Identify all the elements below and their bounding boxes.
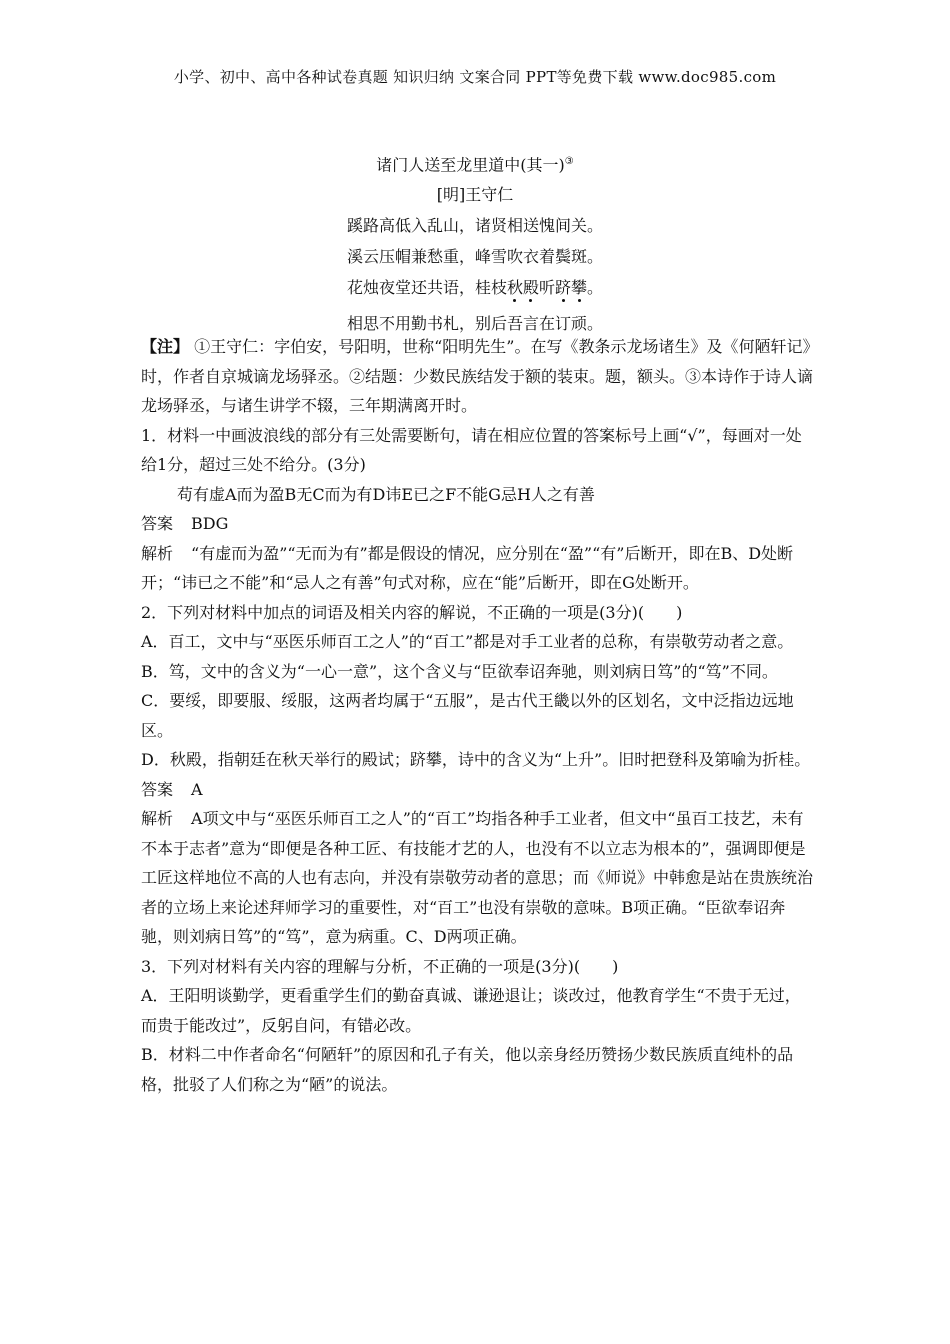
- q1-stem: 1．材料一中画波浪线的部分有三处需要断句，请在相应位置的答案标号上画“√”，每画对一处给1分，超过三处不给分。(3分): [141, 425, 802, 474]
- dotted-char-ji: 跻: [555, 278, 572, 298]
- q1-analysis: [141, 539, 813, 598]
- poem-line-4: 相思不用勤书札，别后吾言在订顽。: [346, 314, 603, 334]
- q2-option-c: C．要绥，即要服、绥服，这两者均属于“五服”，是古代王畿以外的区划名，文中泛指边远地区。: [141, 691, 794, 740]
- notes-text: ①王守仁：字伯安，号阳明，世称“阳明先生”。在写《教条示龙场诸生》及《何陋轩记》时，作者自京城谪龙场驿丞。②结题：少数民族结发于额的装束。题，额头。③本诗作于诗人谪龙场驿丞，与诸生讲学不辍，三年期满离开时。: [141, 337, 814, 415]
- poem-line-3-start: 花烛夜堂还共语，桂枝: [346, 278, 507, 298]
- q2-answer: [141, 775, 813, 805]
- poem-title: [0, 150, 950, 177]
- answer-label: 答案: [141, 514, 174, 533]
- poem-line-1: 蹊路高低入乱山，诸贤相送愧间关。: [346, 216, 603, 236]
- q3-stem: 3．下列对材料有关内容的理解与分析，不正确的一项是(3分)( ): [141, 956, 619, 976]
- answer-value: A: [191, 779, 203, 799]
- q2-stem: 2．下列对材料中加点的词语及相关内容的解说，不正确的一项是(3分)( ): [141, 602, 683, 622]
- q2-option-b: B．笃，文中的含义为“一心一意”，这个含义与“臣欲奉诏奔驰，则刘病日笃”的“笃”不同。: [141, 661, 778, 681]
- dotted-char-dian: 殿: [522, 278, 539, 298]
- poem-block: [0, 150, 950, 336]
- q2-option-d: D．秋殿，指朝廷在秋天举行的殿试；跻攀，诗中的含义为“上升”。旧时把登科及第喻为折桂。: [141, 750, 811, 769]
- poem-line-3-end: 。: [587, 278, 604, 298]
- analysis-text: “有虚而为盈”“无而为有”都是假设的情况，应分别在“盈”“有”后断开，即在B、D处断开；“讳已之不能”和“忌人之有善”句式对称，应在“能”后断开，即在G处断开。: [141, 543, 794, 592]
- notes-paragraph: [141, 332, 813, 421]
- notes-label: 【注】: [141, 337, 190, 356]
- poem-title-note-mark: ③: [564, 156, 574, 167]
- page-header: 小学、初中、高中各种试卷真题 知识归纳 文案合同 PPT等免费下载 www.doc985.com: [173, 68, 777, 86]
- q2-option-a: A．百工，文中与“巫医乐师百工之人”的“百工”都是对手工业者的总称，有崇敬劳动者之意。: [141, 632, 794, 651]
- q2-analysis: [141, 804, 813, 952]
- poem-line-3: [0, 276, 950, 300]
- q1-sentence: 苟有虚A而为盈B无C而为有D讳E已之F不能G忌H人之有善: [177, 484, 595, 504]
- answer-value: BDG: [191, 514, 229, 533]
- analysis-text: A项文中与“巫医乐师百工之人”的“百工”均指各种手工业者，但文中“虽百工技艺，未有不本于志者”意为“即便是各种工匠、有技能才艺的人，也没有不以立志为根本的”，强调即便是工匠这样地位不高的人也有志向，并没有崇敬劳动者的意思；而《师说》中韩愈是站在贵族统治者的立场上来论述拜师学习的重要性，对“百工”也没有崇敬的意味。B项正确。“臣欲奉诏奔驰，则刘病日笃”的“笃”，意为病重。C、D两项正确。: [141, 809, 814, 946]
- poem-line-3-mid: 听: [538, 278, 555, 298]
- dotted-char-pan: 攀: [571, 278, 588, 298]
- analysis-label: 解析: [141, 809, 174, 828]
- poem-author: [明]王守仁: [436, 185, 514, 205]
- poem-line-2: 溪云压帽兼愁重，峰雪吹衣着鬓斑。: [346, 247, 603, 267]
- dotted-char-qiu: 秋: [506, 278, 523, 298]
- document-body: [141, 332, 813, 1099]
- q1-answer: [141, 509, 813, 539]
- answer-label: 答案: [141, 779, 174, 799]
- poem-title-text: 诸门人送至龙里道中(其一): [376, 155, 565, 175]
- analysis-label: 解析: [141, 543, 174, 563]
- q3-option-b: B．材料二中作者命名“何陋轩”的原因和孔子有关，他以亲身经历赞扬少数民族质直纯朴的品格，批驳了人们称之为“陋”的说法。: [141, 1045, 794, 1094]
- q3-option-a: A．王阳明谈勤学，更看重学生们的勤奋真诚、谦逊退让；谈改过，他教育学生“不贵于无过，而贵于能改过”，反躬自问，有错必改。: [141, 986, 801, 1035]
